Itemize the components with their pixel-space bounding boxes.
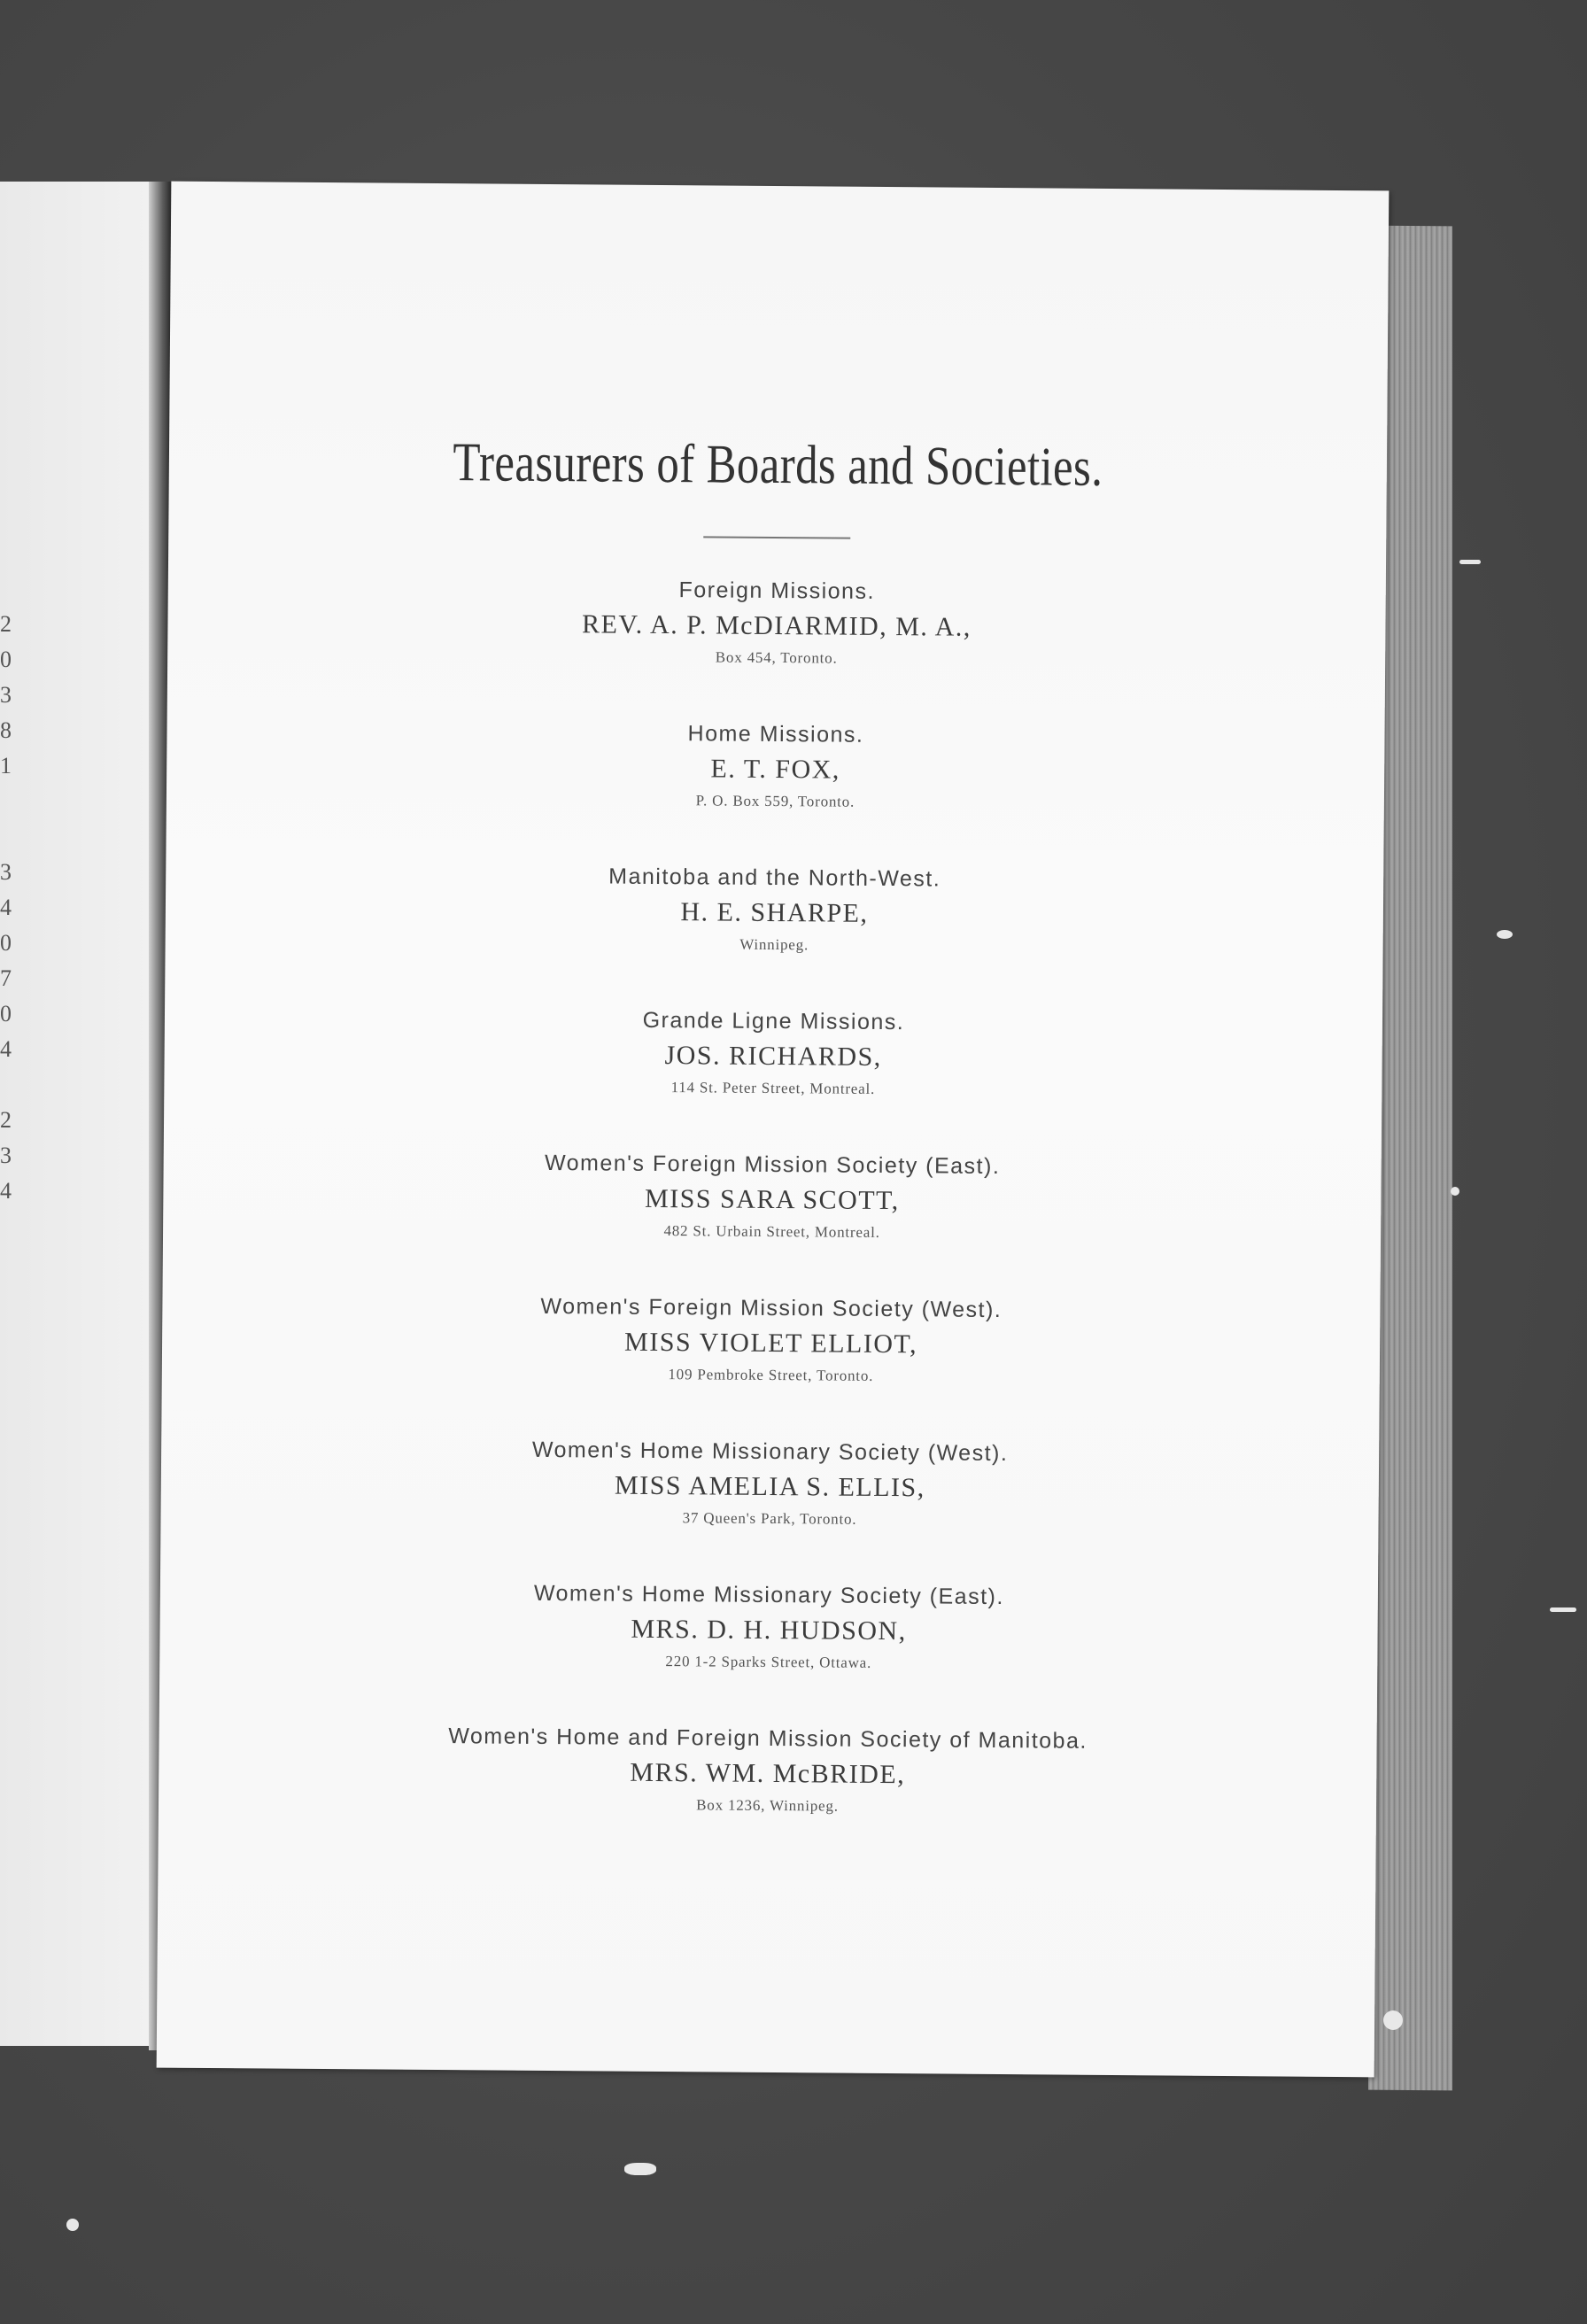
treasurer-entry [161,1289,1380,1442]
left-digit [0,1067,11,1103]
treasurer-entry [167,571,1386,724]
left-digit: 1 [0,753,12,779]
treasurer-entry [159,1576,1378,1729]
treasurer-name: MISS VIOLET ELLIOT, [623,1327,918,1360]
board-name: Grande Ligne Missions. [642,1007,905,1035]
treasurer-name: MRS. WM. McBRIDE, [630,1757,906,1790]
board-name: Foreign Missions. [678,577,876,604]
treasurer-name: E. T. FOX, [710,754,841,785]
left-digit: 7 [0,965,12,991]
treasurer-name: JOS. RICHARDS, [664,1041,882,1072]
dust-speck [1451,1187,1459,1196]
treasurer-address: 37 Queen's Park, Toronto. [682,1509,857,1528]
dust-speck [1550,1607,1576,1612]
treasurer-entry [158,1719,1376,1872]
title-divider [703,536,850,538]
board-name: Home Missions. [687,721,864,748]
left-digit: 4 [0,895,12,920]
treasurer-address: Box 454, Toronto. [715,648,838,667]
left-digit: 8 [0,717,12,743]
board-name: Women's Foreign Mission Society (East). [544,1150,1001,1180]
left-digit: 0 [0,647,12,672]
left-digit [0,784,11,819]
page-title: Treasurers of Boards and Societies. [453,432,1103,498]
treasurer-entry [163,1145,1382,1298]
treasurer-address: 482 St. Urbain Street, Montreal. [663,1222,880,1241]
treasurer-address: 109 Pembroke Street, Toronto. [668,1366,874,1384]
dust-speck [66,2219,79,2231]
treasurer-name: MRS. D. H. HUDSON, [631,1614,907,1646]
treasurer-name: MISS AMELIA S. ELLIS, [614,1470,925,1503]
treasurer-address: 220 1-2 Sparks Street, Ottawa. [665,1653,872,1671]
left-digit: 4 [0,1036,12,1062]
left-digit: 2 [0,1107,12,1133]
treasurer-entry [165,858,1383,1011]
treasurer-name: MISS SARA SCOTT, [644,1183,900,1216]
treasurer-address: P. O. Box 559, Toronto. [695,792,855,810]
left-digit: 2 [0,611,12,637]
left-page-digits [0,607,11,1209]
board-name: Manitoba and the North-West. [608,864,941,892]
treasurer-address: Box 1236, Winnipeg. [696,1796,839,1815]
treasurer-address: 114 St. Peter Street, Montreal. [670,1079,876,1097]
left-digit: 3 [0,682,12,708]
dust-speck [1497,930,1513,939]
page-content [157,182,1390,2078]
treasurer-entry [166,715,1384,868]
treasurer-entry [164,1002,1382,1155]
dust-speck [624,2163,656,2175]
left-digit [0,819,11,855]
right-page [157,182,1390,2078]
treasurer-entry [160,1432,1379,1585]
left-digit: 0 [0,930,12,956]
left-digit: 0 [0,1001,12,1026]
board-name: Women's Home Missionary Society (West). [531,1437,1009,1467]
board-name: Women's Home and Foreign Mission Society of Manitoba. [448,1724,1088,1754]
treasurer-address: Winnipeg. [739,935,809,954]
board-name: Women's Foreign Mission Society (West). [540,1293,1003,1323]
left-digit: 4 [0,1178,12,1204]
treasurer-name: H. E. SHARPE, [680,897,869,928]
treasurer-list [158,571,1385,1872]
dust-speck [1459,560,1481,564]
left-digit: 3 [0,859,12,885]
treasurer-name: REV. A. P. McDIARMID, M. A., [581,609,972,642]
board-name: Women's Home Missionary Society (East). [533,1580,1004,1610]
dust-speck [1383,2010,1403,2030]
left-digit: 3 [0,1143,12,1168]
